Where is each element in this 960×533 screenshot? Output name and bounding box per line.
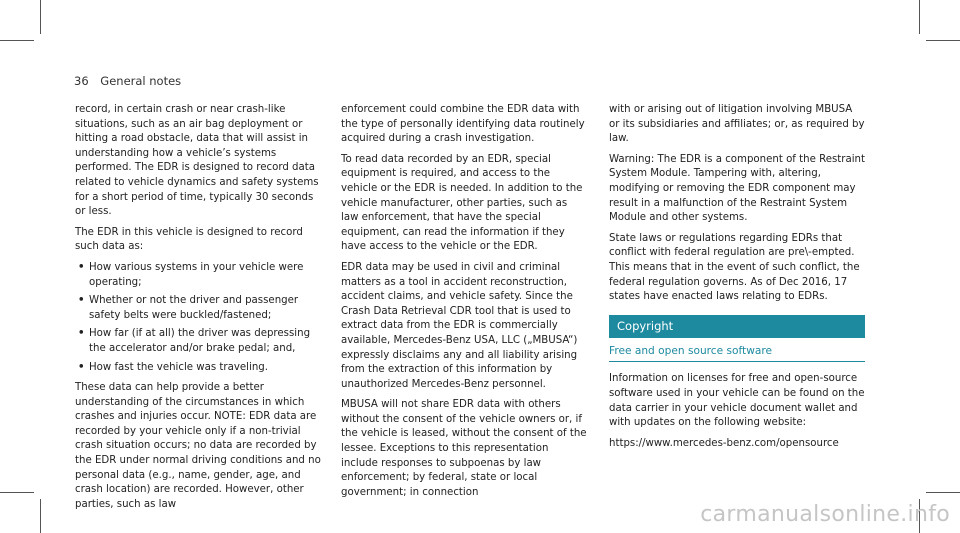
paragraph: Information on licenses for free and open-source software used in your vehicle can be found on the data carrier in your vehicle document wallet and with updates on the following website: [609,373,865,429]
column-2 [341,103,587,506]
list-item: • How various systems in your vehicle were operating; [75,261,321,290]
page-title: General notes [100,74,182,88]
paragraph: with or arising out of litigation involving MBUSA or its subsidiaries and affiliates; or, as required by law. [609,104,865,145]
column-3 [609,103,865,457]
crop-mark [40,499,41,533]
paragraph: Warning: The EDR is a component of the Restraint System Module. Tampering with, altering, modifying or removing the EDR component may result in a malfunction of the Restraint System Module and other systems. [609,153,865,224]
paragraph: enforcement could combine the EDR data with the type of personally identifying data routinely acquired during a crash investigation. [341,104,585,145]
crop-mark [40,0,41,34]
watermark: carmanualsonline.info [700,502,950,527]
paragraph: State laws or regulations regarding EDRs that conflict with federal regulation are pre\-empted. This means that in the event of such conflict, the federal regulation governs. As of Dec 2016, 17 states have enacted laws relating to EDRs. [609,232,860,303]
paragraph: MBUSA will not share EDR data with others without the consent of the vehicle owners or, if the vehicle is leased, without the consent of the lessee. Exceptions to this representation include responses to subpoenas by law enforcement; by federal, state or local government; in connection [341,399,587,498]
page-number: 36 [74,74,89,88]
bullet-list [75,261,321,375]
column-1 [75,103,321,518]
page-header [74,74,181,88]
paragraph: The EDR in this vehicle is designed to record such data as: [75,226,303,253]
crop-mark [926,492,960,493]
crop-mark [926,40,960,41]
website-url[interactable]: https://www.mercedes-benz.com/opensource [609,437,839,449]
paragraph: record, in certain crash or near crash-like situations, such as an air bag deployment or hitting a road obstacle, data that will assist in understanding how a vehicle’s systems performed. The EDR is designed to record data related to vehicle dynamics and safety systems for a short period of time, typically 30 seconds or less. [75,104,319,218]
list-item: • How fast the vehicle was traveling. [75,361,321,376]
paragraph: EDR data may be used in civil and criminal matters as a tool in accident reconstruction, accident claims, and vehicle safety. Since the Crash Data Retrieval CDR tool that is used to extract data from the EDR is commercially available, Mercedes-Benz USA, LLC („MBUSA“) expressly disclaims any and all liability arising from the extraction of this information by unauthorized Mercedes-Benz personnel. [341,261,578,390]
crop-mark [0,492,34,493]
crop-mark [919,0,920,34]
subsection-heading: Free and open source software [609,344,865,363]
paragraph: These data can help provide a better understanding of the circumstances in which crashes and injuries occur. NOTE: EDR data are recorded by your vehicle only if a non-trivial crash situation occurs; no data are recorded by the EDR under normal driving conditions and no personal data (e.g., name, gender, age, and crash location) are recorded. However, other parties, such as law [75,382,321,510]
list-item: • Whether or not the driver and passenger safety belts were buckled/fastened; [75,294,321,323]
paragraph: To read data recorded by an EDR, special equipment is required, and access to the vehicle or the EDR is needed. In addition to the vehicle manufacturer, other parties, such as law enforcement, that have the special equipment, can read the information if they have access to the vehicle or the EDR. [341,153,583,253]
crop-mark [0,40,34,41]
section-heading-copyright: Copyright [609,315,865,338]
list-item: • How far (if at all) the driver was depressing the accelerator and/or brake pedal; and, [75,327,321,356]
